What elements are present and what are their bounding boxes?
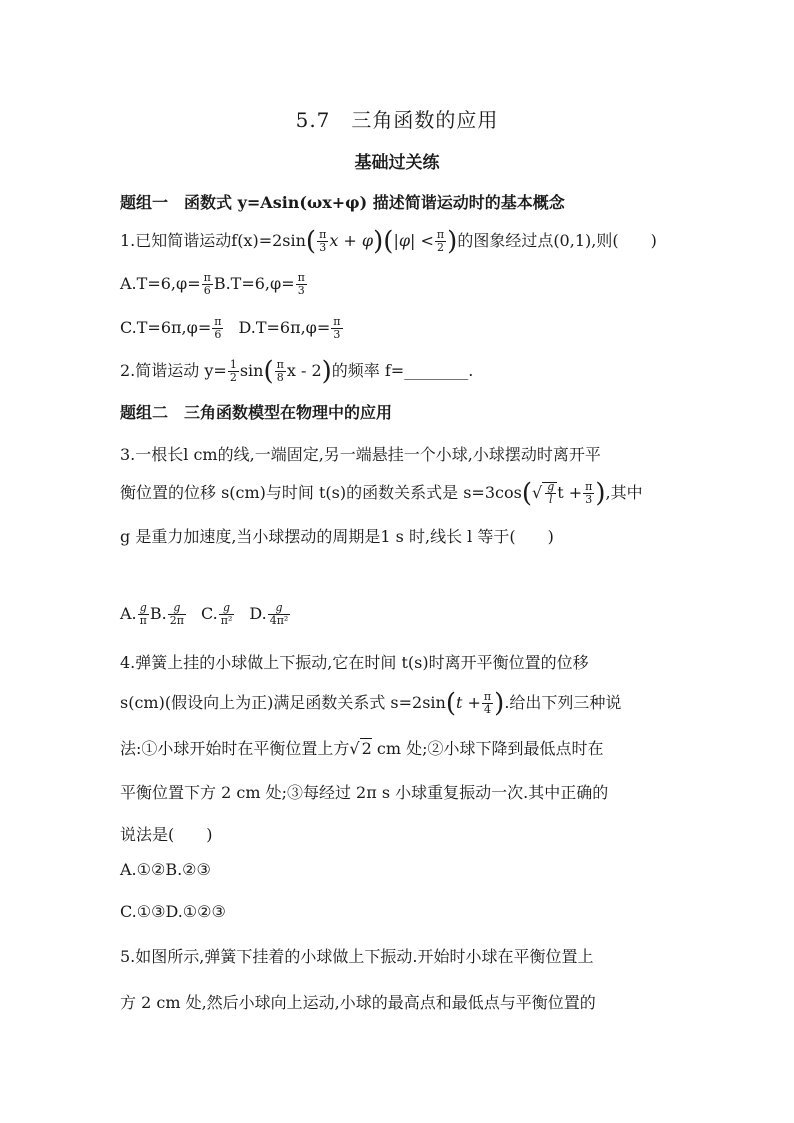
q3-sqrt-body: $\frac{g}{l}$: [542, 482, 557, 502]
q4-rparen: ): [494, 688, 505, 719]
question-3-line-1: 3.一根长l cm的线,一端固定,另一端悬挂一个小球,小球摆动时离开平: [120, 445, 601, 464]
q1-option-c: C.T=6π,φ=: [120, 318, 212, 337]
q2-sin: sin: [239, 361, 264, 380]
q1-option-b: B.T=6,φ=: [213, 274, 295, 293]
q3-sqrt-sign: √: [531, 483, 543, 502]
q1-suffix: 的图象经过点(0,1),则( ): [457, 231, 657, 250]
q1-frac-pi2: $\frac{\pi}{2}$: [436, 228, 445, 254]
q1-cond-rparen: ): [447, 226, 458, 257]
question-1-options-cd: [120, 316, 344, 341]
q4-line2-pre: s(cm)(假设向上为正)满足函数关系式 s=2sin: [120, 693, 446, 712]
q2-lparen: (: [263, 356, 274, 387]
q2-frac-half: $\frac{1}{2}$: [229, 358, 237, 384]
q1-b-frac: $\frac{\pi}{3}$: [297, 271, 305, 297]
q4-line3-pre: 法:①小球开始时在平衡位置上方: [120, 739, 350, 758]
q4-t-plus: t +: [456, 693, 481, 712]
q1-cond-lparen: (: [383, 226, 394, 257]
q4-line3-post: cm 处;②小球下降到最低点时在: [371, 739, 604, 758]
q2-rparen: ): [321, 356, 332, 387]
q3-option-a: A.: [120, 604, 137, 623]
q4-sqrt-sign: √: [349, 739, 360, 758]
q1-prefix: 1.已知简谐运动f(x)=2sin: [120, 231, 306, 250]
q1-d-frac: $\frac{\pi}{3}$: [333, 315, 341, 341]
group1-heading: 题组一 函数式 y=Asin(ωx+φ) 描述简谐运动时的基本概念: [120, 193, 565, 212]
q4-frac-pi4: $\frac{\pi}{4}$: [483, 690, 492, 716]
q1-frac-pi3: $\frac{\pi}{3}$: [319, 228, 327, 254]
q3-a-frac: $\frac{g}{\pi}$: [139, 601, 147, 627]
q1-lparen: (: [305, 226, 317, 257]
q1-a-frac: $\frac{\pi}{6}$: [203, 271, 211, 297]
question-1-options-ab: [120, 272, 308, 297]
question-2-stem: [120, 356, 474, 387]
question-1-stem: [120, 226, 657, 257]
question-3-options: [120, 602, 291, 627]
question-4-line-3: [120, 736, 604, 759]
q1-option-a: A.T=6,φ=: [120, 274, 201, 293]
question-5-line-1: 5.如图所示,弹簧下挂着的小球做上下振动.开始时小球在平衡位置上: [120, 947, 594, 966]
q3-d-frac: $\frac{g}{\text{4π²}}$: [269, 601, 289, 627]
q3-t-plus: t +: [557, 483, 583, 502]
page-title: 5.7 三角函数的应用: [295, 108, 499, 132]
question-4-options-cd: C.①③D.①②③: [120, 902, 226, 921]
q2-inner: x - 2: [286, 361, 322, 380]
q3-line2-pre: 衡位置的位移 s(cm)与时间 t(s)的函数关系式是 s=3cos: [120, 483, 522, 502]
q3-line2-post: ,其中: [605, 483, 643, 502]
q4-sqrt-body: 2: [361, 739, 372, 758]
q1-inner: x + φ: [329, 231, 374, 250]
q3-rparen: ): [595, 478, 606, 509]
question-4-line-2: [120, 688, 622, 719]
q3-lparen: (: [521, 478, 532, 509]
question-4-line-1: 4.弹簧上挂的小球做上下振动,它在时间 t(s)时离开平衡位置的位移: [120, 653, 589, 672]
group2-heading: 题组二 三角函数模型在物理中的应用: [120, 403, 393, 422]
q2-prefix: 2.简谐运动 y=: [120, 361, 227, 380]
q2-suffix: 的频率 f=________.: [331, 361, 474, 380]
q4-lparen: (: [445, 688, 456, 719]
question-5-line-2: 方 2 cm 处,然后小球向上运动,小球的最高点和最低点与平衡位置的: [120, 993, 596, 1012]
q3-c-frac: $\frac{g}{\text{π²}}$: [220, 601, 233, 627]
q3-option-c: C.: [200, 604, 218, 623]
q3-option-d: D.: [249, 604, 267, 623]
q1-option-d: D.T=6π,φ=: [238, 318, 331, 337]
question-4-options-ab: A.①②B.②③: [120, 860, 211, 879]
question-4-line-5: 说法是( ): [120, 825, 213, 844]
page-subtitle: 基础过关练: [354, 153, 440, 173]
q3-b-frac: $\frac{g}{2\pi}$: [169, 601, 184, 627]
q3-frac-pi3: $\frac{\pi}{3}$: [585, 480, 593, 506]
q1-condition: |φ| <: [393, 231, 434, 250]
q1-c-frac: $\frac{\pi}{6}$: [214, 315, 222, 341]
q3-option-b: B.: [149, 604, 167, 623]
q1-rparen: ): [373, 226, 384, 257]
question-4-line-4: 平衡位置下方 2 cm 处;③每经过 2π s 小球重复振动一次.其中正确的: [120, 783, 609, 802]
question-3-line-3: g 是重力加速度,当小球摆动的周期是1 s 时,线长 l 等于( ): [120, 527, 554, 546]
q4-line2-post: .给出下列三种说: [504, 693, 622, 712]
question-3-line-2: [120, 478, 643, 509]
q2-frac-pi8: $\frac{\pi}{8}$: [276, 358, 284, 384]
